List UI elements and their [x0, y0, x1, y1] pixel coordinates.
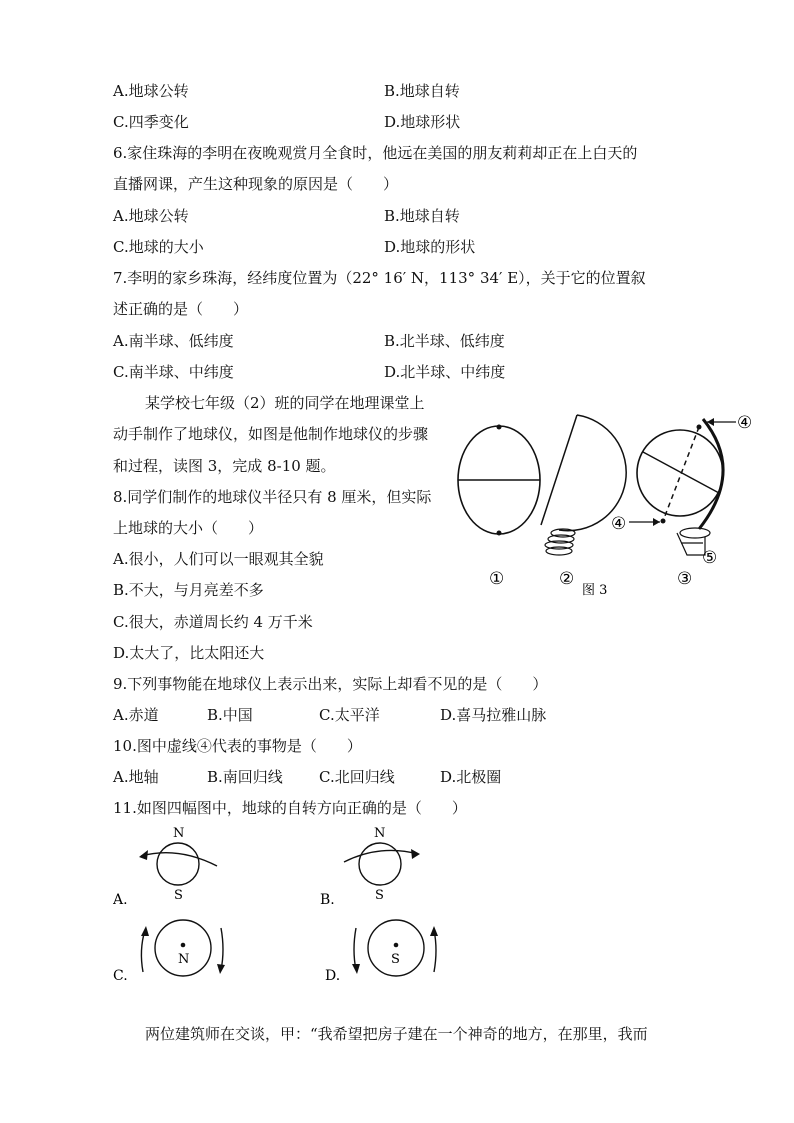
q7-option-a: A.南半球、低纬度 — [113, 332, 234, 350]
q11-d-left-arrow — [354, 928, 356, 970]
figure-3-globe-steps — [455, 405, 775, 600]
q11-c-right-arrow — [221, 928, 223, 970]
q11-b-rotation-arrow — [344, 850, 418, 862]
q11-a-south-label: S — [174, 888, 183, 903]
q6-option-d: D.地球的形状 — [384, 238, 476, 256]
q11-diagram-d — [320, 910, 450, 985]
step3-number: ③ — [677, 569, 693, 589]
q11-diagram-a — [113, 822, 243, 907]
q6-stem-line1: 6.家住珠海的李明在夜晚观赏月全食时，他远在美国的朋友莉莉却正在上白天的 — [113, 144, 638, 162]
step1-south-pole-dot — [497, 531, 502, 536]
q8-option-a: A.很小，人们可以一眼观其全貌 — [113, 550, 324, 568]
q5-option-b: B.地球自转 — [384, 82, 460, 100]
callout-4-left-label: ④ — [611, 514, 627, 534]
q6-option-b: B.地球自转 — [384, 207, 460, 225]
q11-b-north-label: N — [374, 826, 386, 841]
figure-caption: 图 3 — [582, 583, 608, 598]
q11-c-north-label: N — [178, 952, 190, 967]
q11-d-south-label: S — [391, 952, 400, 967]
q10-option-a: A.地轴 — [113, 768, 159, 786]
q7-stem-line1: 7.李明的家乡珠海，经纬度位置为（22° 16′ N，113° 34′ E），关于它的位置叙 — [113, 269, 646, 287]
q9-option-b: B.中国 — [207, 706, 253, 724]
q6-option-c: C.地球的大小 — [113, 238, 204, 256]
intro-line3: 和过程，读图 3，完成 8-10 题。 — [113, 457, 336, 475]
q11-diagram-b — [320, 822, 450, 907]
step3-axis-dashed — [663, 427, 699, 521]
passage-line1: 两位建筑师在交谈，甲：“我希望把房子建在一个神奇的地方，在那里，我而 — [145, 1025, 648, 1043]
q9-stem: 9.下列事物能在地球仪上表示出来，实际上却看不见的是（ ） — [113, 675, 548, 693]
q7-option-b: B.北半球、低纬度 — [384, 332, 505, 350]
q8-option-b: B.不大，与月亮差不多 — [113, 581, 264, 599]
q11-b-south-label: S — [375, 888, 384, 903]
q11-label-a: A. — [113, 892, 128, 907]
q11-c-left-arrow — [141, 930, 145, 972]
callout-4-top-label: ④ — [737, 413, 753, 433]
q8-stem-line1: 8.同学们制作的地球仪半径只有 8 厘米，但实际 — [113, 488, 432, 506]
q11-label-b: B. — [320, 892, 335, 907]
q11-a-rotation-arrow — [141, 853, 217, 866]
step1-north-pole-dot — [497, 425, 502, 430]
q7-stem-line2: 述正确的是（ ） — [113, 300, 249, 318]
step3-globe-body — [637, 430, 723, 516]
q5-option-d: D.地球形状 — [384, 113, 461, 131]
q7-option-d: D.北半球、中纬度 — [384, 363, 506, 381]
q5-option-a: A.地球公转 — [113, 82, 189, 100]
callout-5-label: ⑤ — [702, 548, 718, 568]
intro-line1: 某学校七年级（2）班的同学在地理课堂上 — [145, 394, 425, 412]
q8-option-d: D.太大了，比太阳还大 — [113, 644, 265, 662]
q6-option-a: A.地球公转 — [113, 207, 189, 225]
q9-option-d: D.喜马拉雅山脉 — [440, 706, 547, 724]
q8-option-c: C.很大，赤道周长约 4 万千米 — [113, 613, 313, 631]
q6-stem-line2: 直播网课，产生这种现象的原因是（ ） — [113, 175, 399, 193]
step2-half-meridian — [541, 415, 577, 525]
step2-spring — [545, 529, 575, 555]
q11-d-right-arrow — [434, 930, 436, 972]
q11-a-north-label: N — [173, 826, 185, 841]
q10-option-c: C.北回归线 — [319, 768, 395, 786]
q10-option-b: B.南回归线 — [207, 768, 283, 786]
q9-option-c: C.太平洋 — [319, 706, 380, 724]
q11-label-d: D. — [325, 968, 341, 984]
intro-line2: 动手制作了地球仪，如图是他制作地球仪的步骤 — [113, 425, 429, 443]
q9-option-a: A.赤道 — [113, 706, 159, 724]
q11-diagram-c — [113, 910, 243, 985]
q5-option-c: C.四季变化 — [113, 113, 189, 131]
q10-stem: 10.图中虚线④代表的事物是（ ） — [113, 737, 362, 755]
step1-number: ① — [489, 569, 505, 589]
q10-option-d: D.北极圈 — [440, 768, 502, 786]
q8-stem-line2: 上地球的大小（ ） — [113, 519, 264, 537]
step2-number: ② — [559, 569, 575, 589]
q11-label-c: C. — [113, 968, 128, 984]
q7-option-c: C.南半球、中纬度 — [113, 363, 234, 381]
q11-stem: 11.如图四幅图中，地球的自转方向正确的是（ ） — [113, 799, 467, 817]
